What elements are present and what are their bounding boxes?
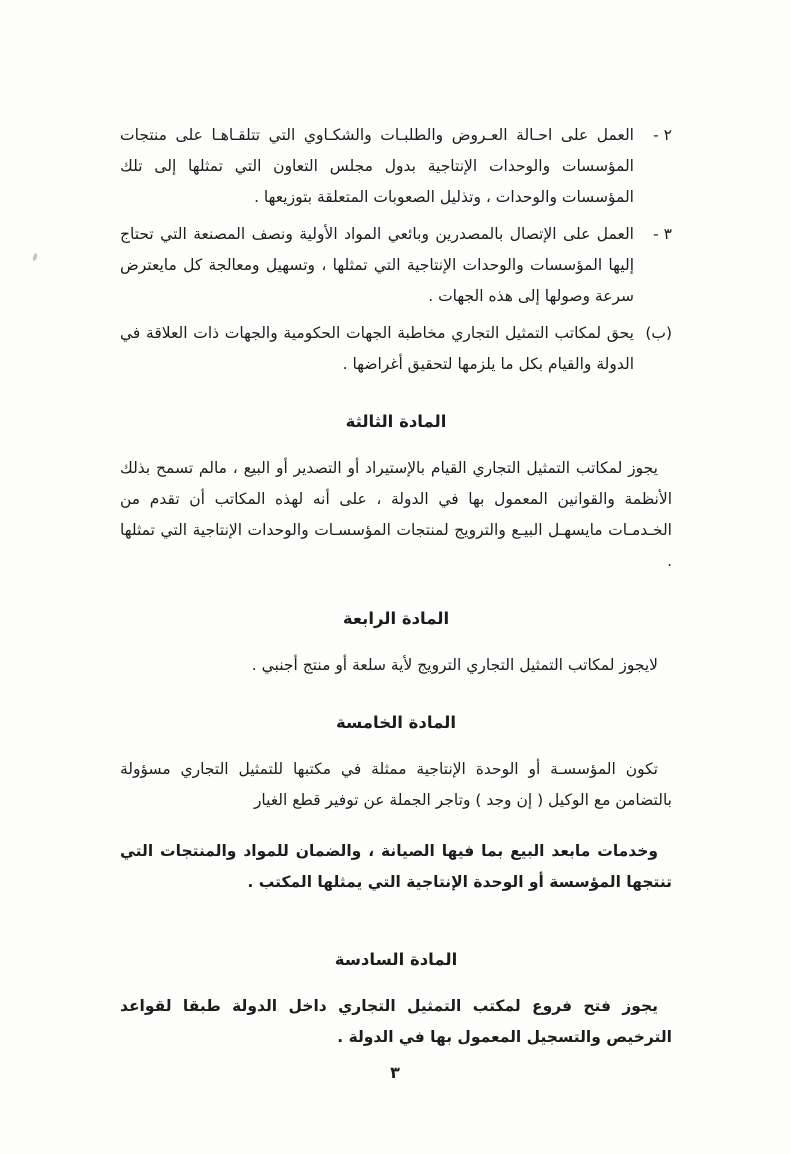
list-item-text: يحق لمكاتب التمثيل التجاري مخاطبة الجهات الحكومية والجهات ذات العلاقة في الدولة والقيام بكل ما يلزمها لتحقيق أغراضها . — [120, 324, 634, 373]
article-heading: المادة الرابعة — [342, 609, 450, 628]
article-paragraph: يجوز فتح فروع لمكتب التمثيل التجاري داخل الدولة طبقا لقواعد الترخيص والتسجيل المعمول بها في الدولة . — [120, 997, 672, 1046]
list-item-marker: (ب) — [645, 324, 672, 342]
article-paragraph: وخدمات مابعد البيع بما فيها الصيانة ، والضمان للمواد والمنتجات التي تنتجها المؤسسة أو الوحدة الإنتاجية التي يمثلها المكتب . — [120, 842, 672, 891]
list-item-marker: ٣ - — [653, 225, 672, 243]
article-paragraph: يجوز لمكاتب التمثيل التجاري القيام بالإستيراد أو التصدير أو البيع ، مالم تسمح بذلك الأنظمة والقوانين المعمول بها في الدولة ، على أنه لهذه المكاتب أن تقدم من الخـدمـات مايسهـل البيـع والترويج لمنتجات المؤسسـات والوحدات الإنتاجية التي تمثلها . — [120, 459, 672, 570]
list-item-text: العمل على احـالة العـروض والطلبـات والشكـاوي التي تتلقـاهـا على منتجات المؤسسات والوحدات الإنتاجية بدول مجلس التعاون التي تمثلها إلى تلك المؤسسات والوحدات ، وتذليل الصعوبات المتعلقة بتوزيعها . — [120, 126, 634, 206]
list-item — [120, 219, 672, 312]
list-item — [120, 318, 672, 380]
list-item — [120, 120, 672, 213]
article-heading: المادة الخامسة — [335, 713, 456, 732]
list-item-marker: ٢ - — [653, 126, 672, 144]
document-content — [120, 120, 672, 1055]
page-number: ٣ — [390, 1063, 400, 1082]
list-item-text: العمل على الإتصال بالمصدرين وبائعي المواد الأولية ونصف المصنعة التي تحتاج إليها المؤسسات والوحدات الإنتاجية التي تمثلها ، وتسهيل ومعالجة كل مايعترض سرعة وصولها إلى هذه الجهات . — [120, 225, 634, 305]
article-paragraph: لايجوز لمكاتب التمثيل التجاري الترويج لأية سلعة أو منتج أجنبي . — [251, 656, 658, 674]
article-heading: المادة الثالثة — [345, 412, 447, 431]
article-heading: المادة السادسة — [334, 950, 458, 969]
article-paragraph: تكون المؤسسـة أو الوحدة الإنتاجية ممثلة في مكتبها للتمثيل التجاري مسؤولة بالتضامن مع الوكيل ( إن وجد ) وتاجر الجملة عن توفير قطع الغيار — [120, 760, 672, 809]
scan-artifact — [32, 253, 38, 262]
